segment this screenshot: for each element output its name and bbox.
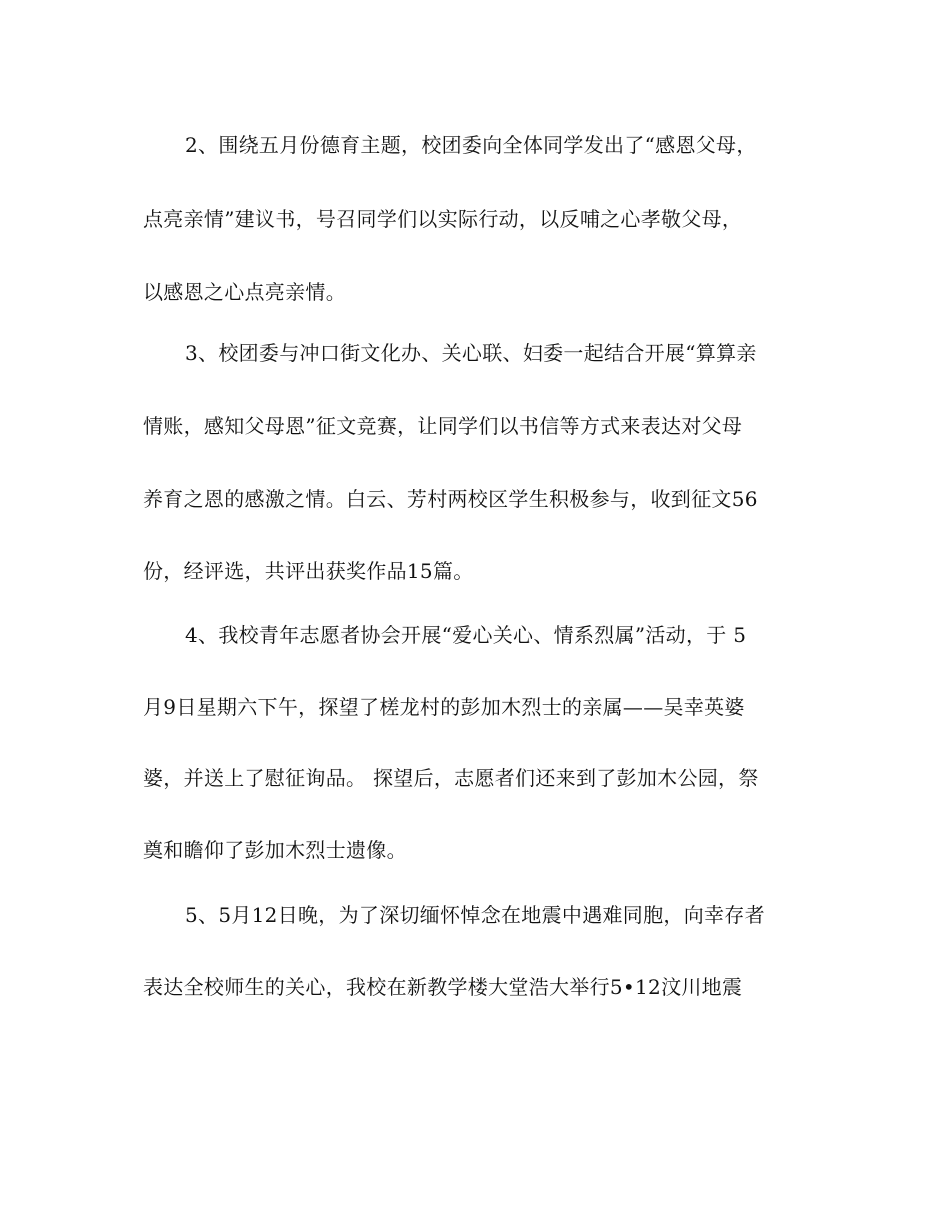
paragraph-3-line-3: 养育之恩的感激之情。白云、芳村两校区学生积极参与，收到征文56	[143, 487, 758, 511]
paragraph-2-line-3: 以感恩之心点亮亲情。	[143, 280, 346, 304]
paragraph-4-line-1: 4、我校青年志愿者协会开展“爱心关心、情系烈属”活动，于 5	[185, 623, 747, 647]
paragraph-3-line-4: 份，经评选，共评出获奖作品15篇。	[143, 559, 474, 583]
paragraph-4-line-4: 奠和瞻仰了彭加木烈士遗像。	[143, 838, 407, 862]
paragraph-2-line-2: 点亮亲情”建议书，号召同学们以实际行动，以反哺之心孝敬父母，	[143, 207, 743, 231]
paragraph-2-line-1: 2、围绕五月份德育主题，校团委向全体同学发出了“感恩父母，	[185, 133, 757, 157]
paragraph-3-line-1: 3、校团委与冲口街文化办、关心联、妇委一起结合开展“算算亲	[185, 341, 757, 365]
paragraph-4-line-3: 婆，并送上了慰征询品。 探望后，志愿者们还来到了彭加木公园，祭	[143, 766, 759, 790]
paragraph-3-line-2: 情账，感知父母恩”征文竞赛，让同学们以书信等方式来表达对父母	[143, 414, 743, 438]
paragraph-4-line-2: 月9日星期六下午，探望了槎龙村的彭加木烈士的亲属——吴幸英婆	[143, 695, 745, 719]
paragraph-5-line-2: 表达全校师生的关心，我校在新教学楼大堂浩大举行5•12汶川地震	[143, 975, 743, 999]
paragraph-5-line-1: 5、5月12日晚，为了深切缅怀悼念在地震中遇难同胞，向幸存者	[185, 903, 765, 927]
